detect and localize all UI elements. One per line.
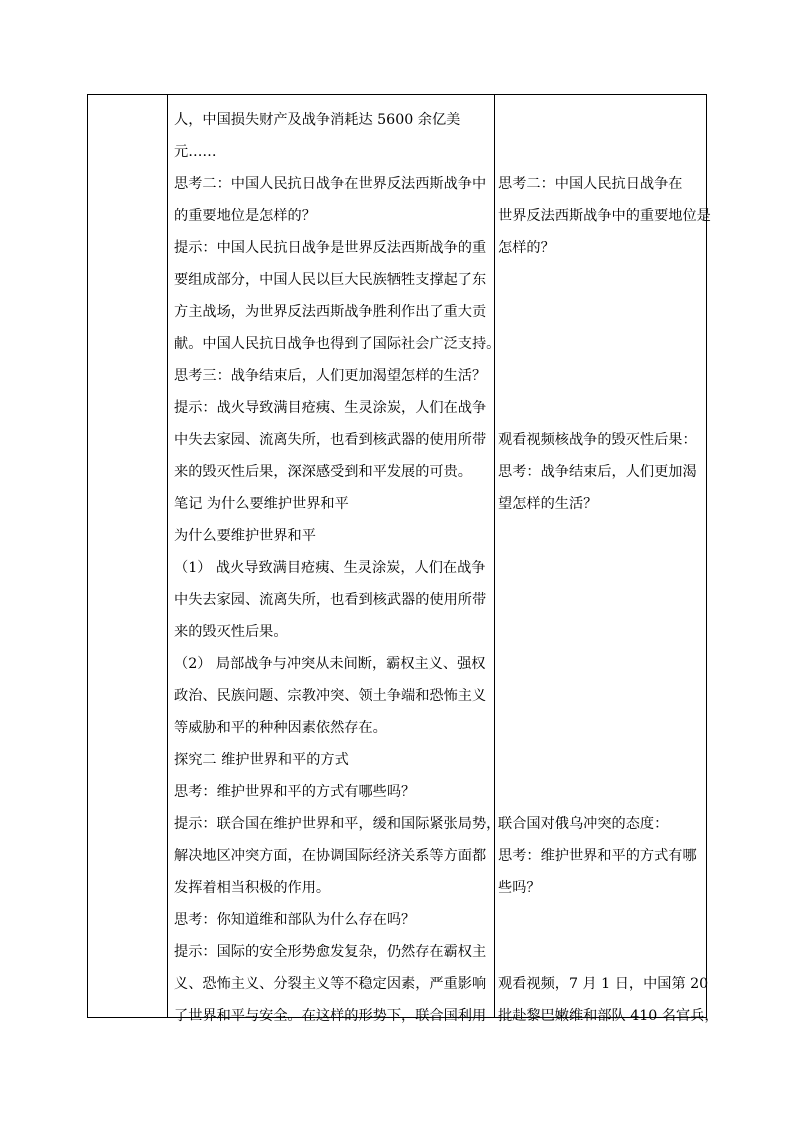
text-line: 方主战场，为世界反法西斯战争胜利作出了重大贡 [174,304,487,320]
text-line: 提示：联合国在维护世界和平，缓和国际紧张局势， [174,816,501,832]
text-line: 中失去家园、流离失所，也看到核武器的使用所带 [174,592,487,608]
text-line: 联合国对俄乌冲突的态度： [498,816,669,832]
text-line: 要组成部分，中国人民以巨大民族牺牲支撑起了东 [174,272,487,288]
text-line: 望怎样的生活？ [498,496,598,512]
text-line: 义、恐怖主义、分裂主义等不稳定因素，严重影响 [174,976,487,992]
text-line: 提示：战火导致满目疮痍、生灵涂炭，人们在战争 [174,400,487,416]
text-line: 观看视频，7 月 1 日，中国第 20 [498,976,709,992]
text-line: 思考：战争结束后，人们更加渴 [498,464,697,480]
text-line: 中失去家园、流离失所，也看到核武器的使用所带 [174,432,487,448]
text-line: 人，中国损失财产及战争消耗达 5600 余亿美 [174,112,461,128]
text-line: 怎样的？ [498,240,555,256]
lesson-table [87,94,719,1024]
text-line: 观看视频核战争的毁灭性后果： [498,432,697,448]
text-line: 思考：维护世界和平的方式有哪 [498,848,697,864]
text-line: 等威胁和平的种种因素依然存在。 [174,720,387,736]
text-line: 来的毁灭性后果。 [174,624,288,640]
text-line: 的重要地位是怎样的？ [174,208,316,224]
text-line: 思考三：战争结束后，人们更加渴望怎样的生活？ [174,368,487,384]
text-line: 批赴黎巴嫩维和部队 410 名官兵， [498,1008,719,1024]
text-line: 为什么要维护世界和平 [174,528,316,544]
text-line: 来的毁灭性后果，深深感受到和平发展的可贵。 [174,464,472,480]
text-line: 了世界和平与安全。在这样的形势下，联合国利用 [174,1008,487,1024]
text-line: 思考二：中国人民抗日战争在世界反法西斯战争中 [174,176,487,192]
text-line: 献。中国人民抗日战争也得到了国际社会广泛支持。 [174,336,501,352]
student-activity-column [495,95,719,1024]
text-line: 探究二 维护世界和平的方式 [174,752,349,768]
text-line: （1） 战火导致满目疮痍、生灵涂炭，人们在战争 [174,560,486,576]
text-line: 世界反法西斯战争中的重要地位是 [498,208,711,224]
text-line: 发挥着相当积极的作用。 [174,880,331,896]
text-line: 笔记 为什么要维护世界和平 [174,496,349,512]
text-line: 解决地区冲突方面，在协调国际经济关系等方面都 [174,848,487,864]
text-line: 思考：你知道维和部队为什么存在吗？ [174,912,416,928]
text-line: 政治、民族问题、宗教冲突、领土争端和恐怖主义 [174,688,487,704]
text-line: 思考二：中国人民抗日战争在 [498,176,683,192]
text-line: 些吗？ [498,880,541,896]
text-line: 提示：国际的安全形势愈发复杂，仍然存在霸权主 [174,944,487,960]
text-line: （2） 局部战争与冲突从未间断，霸权主义、强权 [174,656,486,672]
text-line: 提示：中国人民抗日战争是世界反法西斯战争的重 [174,240,487,256]
text-line: 元…… [174,144,217,160]
text-line: 思考：维护世界和平的方式有哪些吗？ [174,784,416,800]
